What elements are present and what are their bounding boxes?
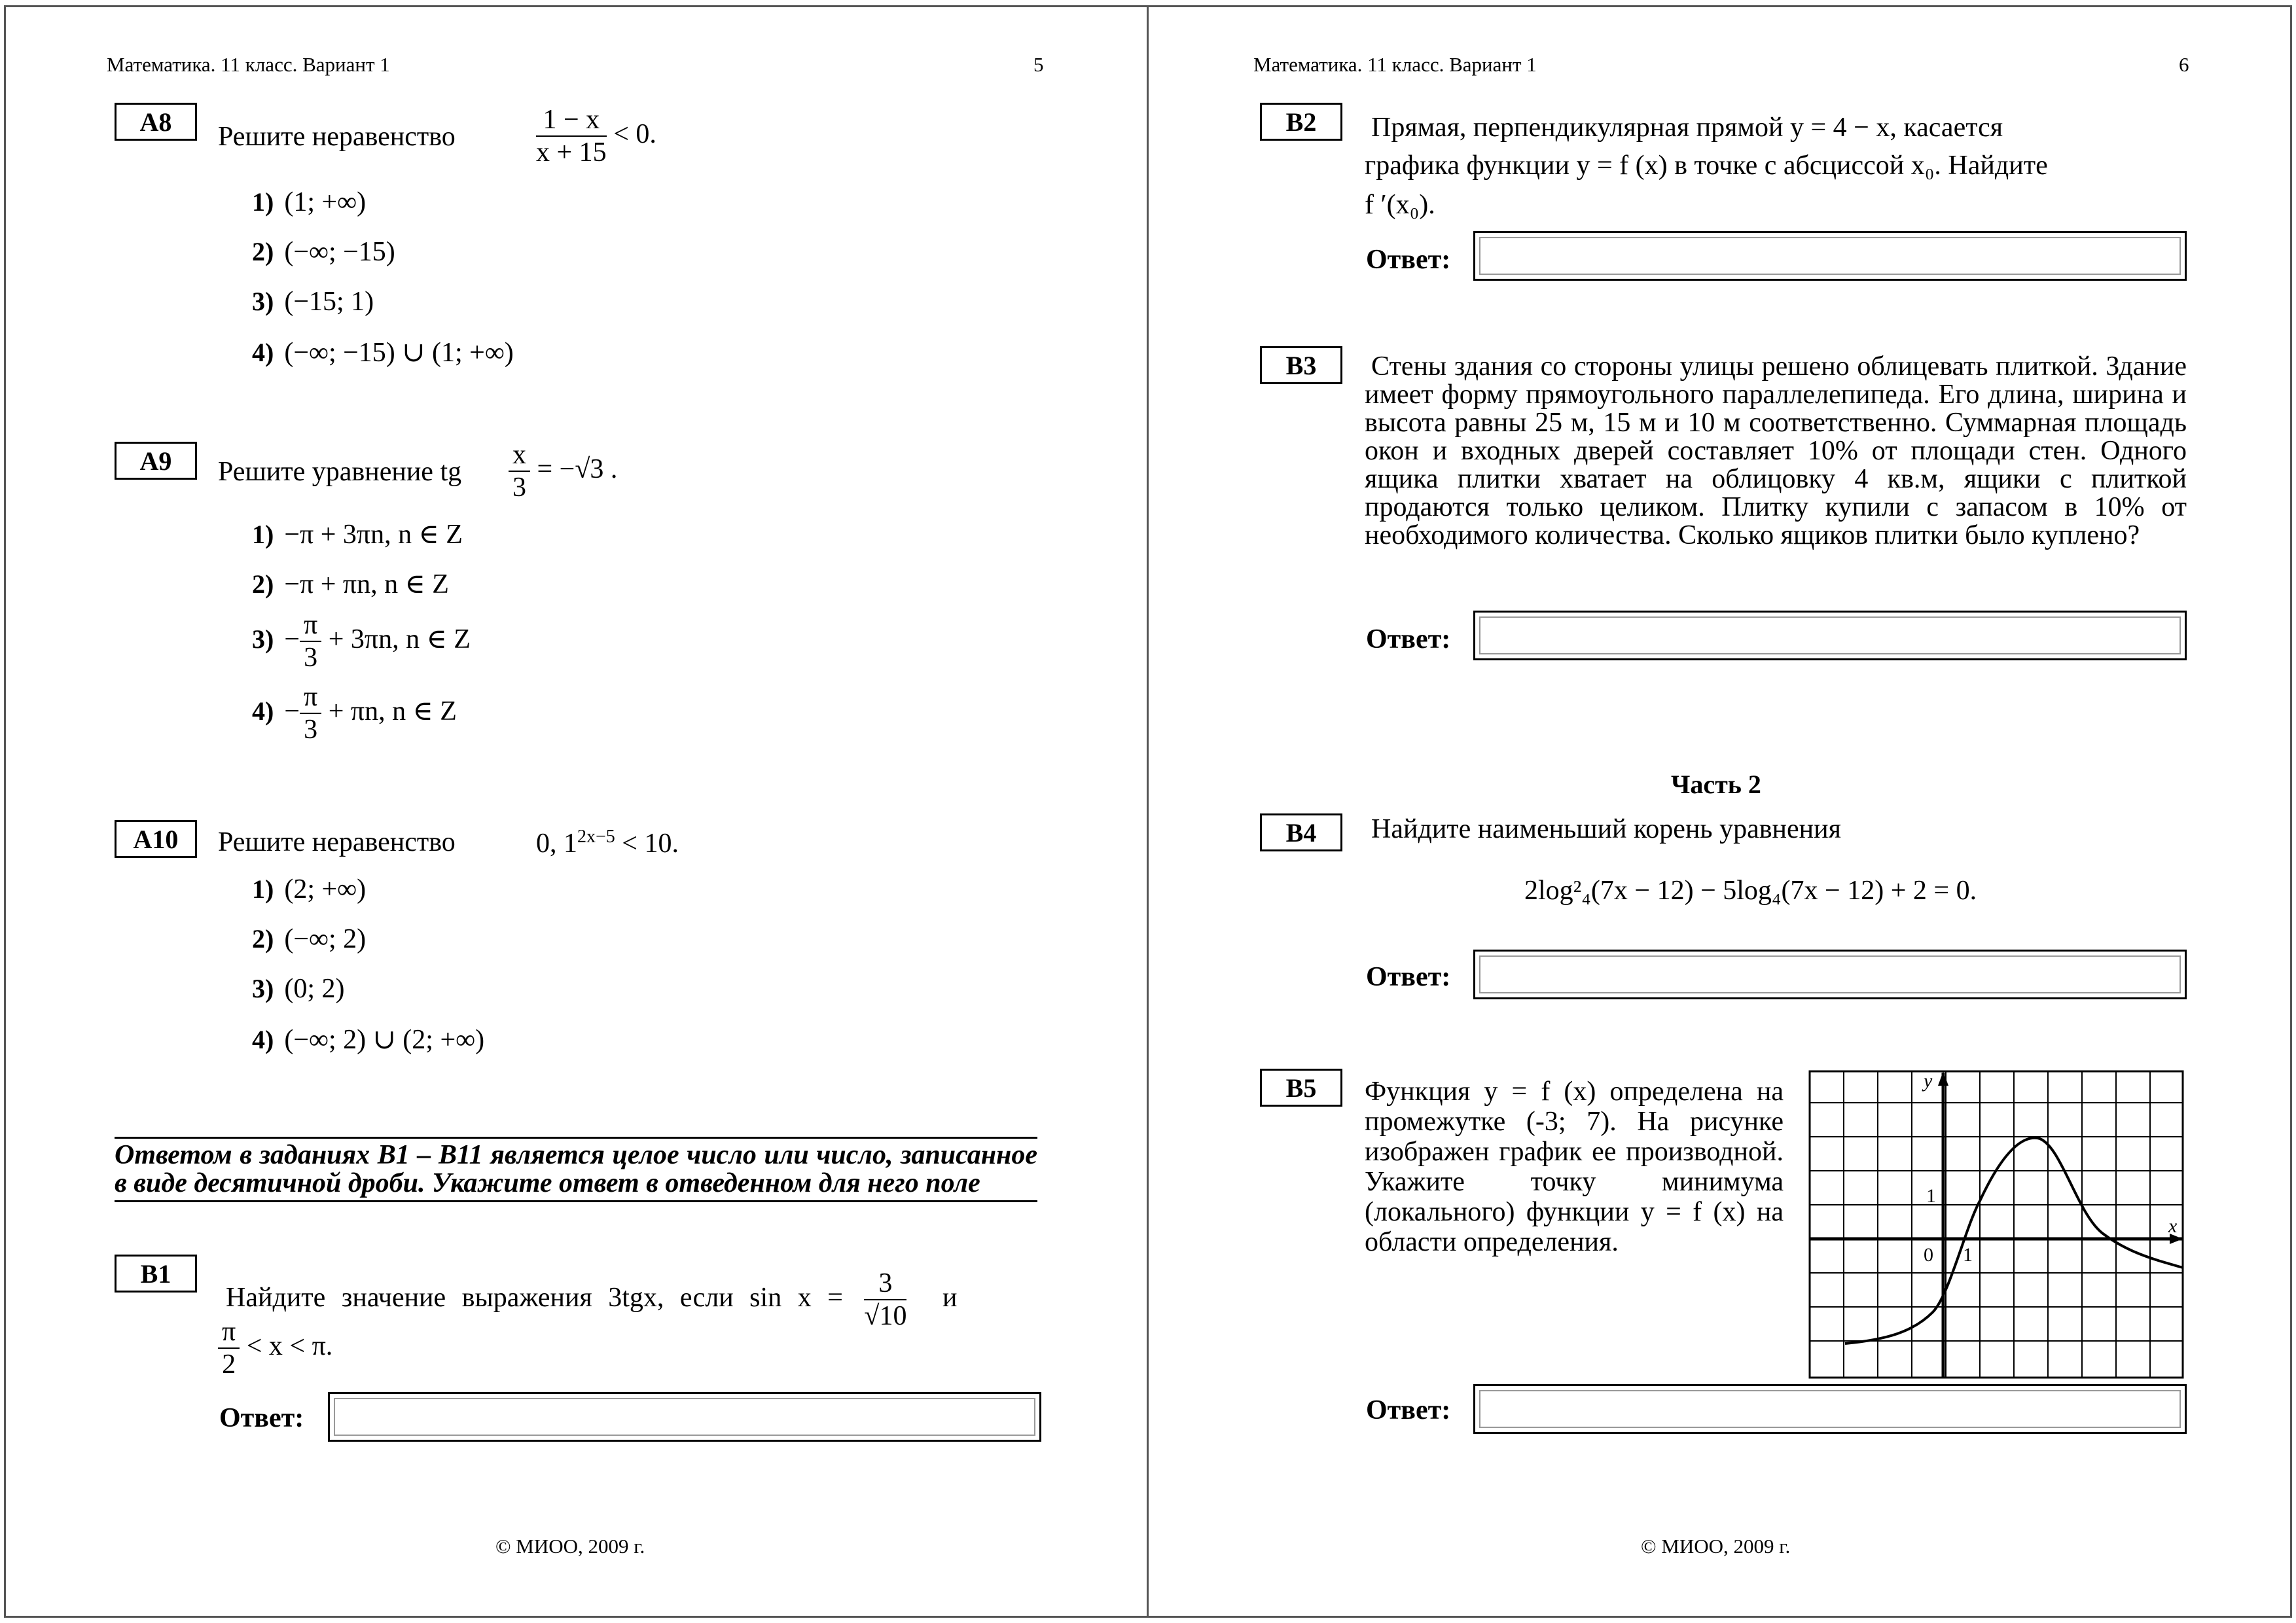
left-page — [4, 5, 1151, 1618]
page-header-title: Математика. 11 класс. Вариант 1 — [107, 53, 390, 76]
task-label-a9: А9 — [115, 442, 197, 480]
page-number: 6 — [2179, 53, 2189, 76]
b-section-instruction: Ответом в заданиях В1 – В11 является целое число или число, записанное в виде десятичной дроби. Укажите ответ в отведенном для него поле — [115, 1137, 1037, 1202]
task-label-b4: В4 — [1260, 813, 1342, 851]
graph-frame — [1810, 1071, 2183, 1378]
a8-option-2[interactable]: 2) (−∞; −15) — [252, 237, 395, 267]
page-number: 5 — [1033, 53, 1044, 76]
task-label-b2: В2 — [1260, 103, 1342, 141]
task-label-b3: В3 — [1260, 346, 1342, 384]
b3-text: Стены здания со стороны улицы решено облицевать плиткой. Здание имеет форму прямоугольного параллелепипеда. Его длина, ширина и высота равны 25 м, 15 м и 10 м соответственно. Суммарная площадь окон и входных дверей составляет 10% от площади стен. Одного ящика плитки хватает на облицовку 4 кв.м, ящики с плиткой продаются только целиком. Плитку купили с запасом в 10% от необходимого количества. Сколько ящиков плитки было куплено? — [1365, 351, 2187, 550]
a8-option-4[interactable]: 4) (−∞; −15) ∪ (1; +∞) — [252, 338, 514, 368]
answer-field-b5[interactable] — [1473, 1384, 2187, 1434]
derivative-graph — [1808, 1070, 2184, 1379]
b5-text: Функция y = f (x) определена на промежутке (-3; 7). На рисунке изображен график ее производной. Укажите точку минимума (локального) функции y = f (x) на области определения. — [1365, 1077, 1784, 1257]
a9-prompt: Решите уравнение tg — [218, 457, 462, 487]
a8-option-1[interactable]: 1) (1; +∞) — [252, 187, 367, 217]
task-label-b1: В1 — [115, 1255, 197, 1293]
answer-label-b2: Ответ: — [1366, 245, 1451, 275]
a10-expression: 0, $1^{2x-5} < 10$. — [536, 827, 679, 859]
a8-expression — [536, 104, 656, 169]
x-axis-label: x — [2168, 1215, 2178, 1237]
a10-option-2[interactable]: 2) (−∞; 2) — [252, 924, 367, 954]
b1-condition: $\frac{\pi}{2}$ < x < π. — [218, 1316, 332, 1381]
answer-field-b4[interactable] — [1473, 950, 2187, 999]
a9-option-3[interactable]: 3) − $\frac{\pi}{3}$ + 3πn, n ∈ Z — [252, 610, 471, 673]
answer-label-b3: Ответ: — [1366, 624, 1451, 654]
answer-label-b4: Ответ: — [1366, 962, 1451, 992]
answer-label-b1: Ответ: — [219, 1403, 304, 1433]
a10-option-1[interactable]: 1) (2; +∞) — [252, 874, 367, 904]
a8-prompt: Решите неравенство — [218, 122, 456, 152]
b2-line-3: f ′(x₀). — [1365, 190, 1435, 220]
x-tick-label-1: 1 — [1963, 1244, 1973, 1266]
page-header-title: Математика. 11 класс. Вариант 1 — [1253, 53, 1537, 76]
page-footer: © МИОО, 2009 г. — [495, 1535, 645, 1558]
task-label-a10: А10 — [115, 820, 197, 858]
y-axis-label: y — [1924, 1070, 1933, 1092]
task-label-b5: В5 — [1260, 1069, 1342, 1107]
b4-prompt: Найдите наименьший корень уравнения — [1371, 814, 1841, 844]
answer-field-b1[interactable] — [328, 1392, 1041, 1442]
a8-relation: < 0. — [613, 118, 656, 149]
a9-expression: $\frac{x}{3}$ = −√3 . — [509, 439, 617, 504]
answer-label-b5: Ответ: — [1366, 1395, 1451, 1425]
a8-denominator: x + 15 — [536, 137, 607, 168]
a9-option-4[interactable]: 4) − $\frac{\pi}{3}$ + πn, n ∈ Z — [252, 682, 457, 745]
a8-option-3[interactable]: 3) (−15; 1) — [252, 287, 374, 317]
page-footer: © МИОО, 2009 г. — [1641, 1535, 1791, 1558]
a10-option-4[interactable]: 4) (−∞; 2) ∪ (2; +∞) — [252, 1025, 485, 1055]
b2-line-2: графика функции y = f (x) в точке с абсциссой x₀. Найдите — [1365, 151, 2048, 181]
task-label-a8: А8 — [115, 103, 197, 141]
a8-numerator: 1 − x — [536, 104, 607, 137]
answer-field-b3[interactable] — [1473, 611, 2187, 660]
b4-equation: 2log²₄(7x − 12) − 5log₄(7x − 12) + 2 = 0. — [1524, 876, 1977, 906]
a10-prompt: Решите неравенство — [218, 827, 456, 857]
y-tick-label-1: 1 — [1926, 1185, 1936, 1207]
right-page — [1147, 5, 2292, 1618]
b2-line-1: Прямая, перпендикулярная прямой y = 4 − x, касается — [1371, 113, 2003, 143]
answer-field-b2[interactable] — [1473, 231, 2187, 281]
b1-prompt-line: Найдите значение выражения 3tgx, если sin x = $\frac{3}{√10}$ и — [226, 1268, 958, 1332]
origin-label: 0 — [1924, 1244, 1933, 1266]
a9-option-2[interactable]: 2) −π + πn, n ∈ Z — [252, 569, 449, 599]
a10-option-3[interactable]: 3) (0; 2) — [252, 974, 345, 1004]
a9-option-1[interactable]: 1) −π + 3πn, n ∈ Z — [252, 520, 463, 550]
part-2-heading: Часть 2 — [1671, 770, 1761, 799]
